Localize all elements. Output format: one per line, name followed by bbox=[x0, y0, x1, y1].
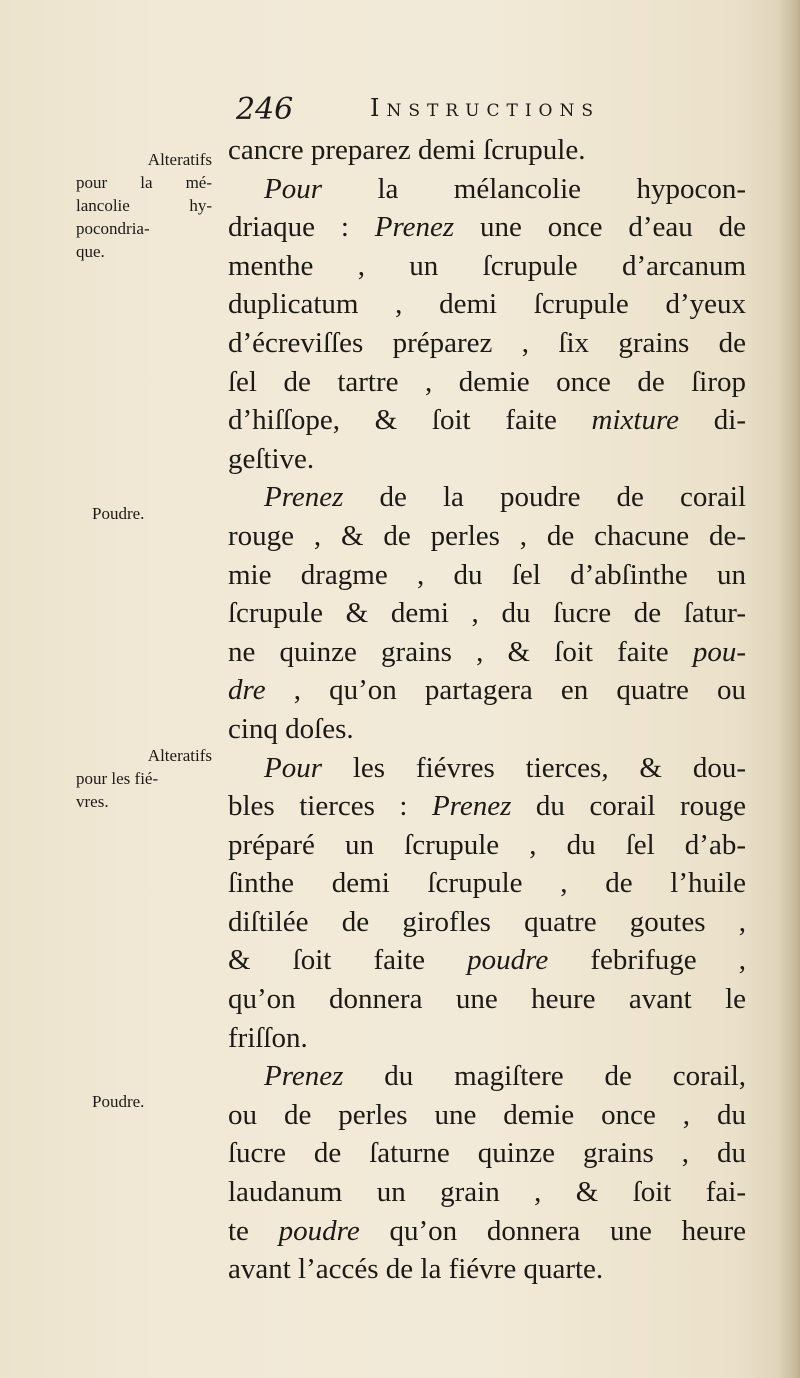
text-segment: febrifuge , bbox=[548, 944, 746, 977]
text-line: rouge , & de perles , de chacune de- bbox=[228, 519, 746, 552]
body-text bbox=[228, 131, 746, 1289]
text-line bbox=[228, 633, 746, 672]
text-line bbox=[228, 941, 746, 980]
text-line: diſtilée de girofles quatre goutes , bbox=[228, 905, 746, 938]
page-edge-shadow bbox=[778, 0, 800, 1378]
margin-note-poudre-2: Poudre. bbox=[92, 1092, 145, 1111]
text-line: ſucre de ſaturne quinze grains , du bbox=[228, 1137, 746, 1170]
paragraph-continuation bbox=[228, 131, 746, 170]
margin-note-line: pour la mé- bbox=[76, 173, 212, 192]
italic-lead-word: Prenez bbox=[264, 1060, 344, 1093]
text-segment: di- bbox=[679, 404, 746, 437]
text-line: d’écreviſſes préparez , ſix grains de bbox=[228, 326, 746, 359]
margin-note-line: pour les fié- bbox=[76, 769, 159, 788]
text-line bbox=[228, 749, 746, 788]
text-segment: bles tierces : bbox=[228, 790, 432, 823]
text-line bbox=[228, 478, 746, 517]
italic-word: mixture bbox=[591, 404, 680, 437]
text-line bbox=[228, 1057, 746, 1096]
text-segment: la mélancolie hypocon- bbox=[322, 172, 746, 205]
text-segment: du corail rouge bbox=[511, 790, 746, 823]
text-line bbox=[228, 1212, 746, 1251]
text-line: geſtive. bbox=[228, 442, 315, 475]
italic-word: dre bbox=[228, 674, 266, 707]
text-segment: d’hiſſope, & ſoit faite bbox=[228, 404, 592, 437]
margin-note-line: Alteratifs bbox=[147, 150, 212, 169]
margin-note-poudre-1: Poudre. bbox=[92, 504, 145, 523]
text-line bbox=[228, 170, 746, 209]
text-line: cancre preparez demi ſcrupule. bbox=[228, 134, 586, 166]
text-line: qu’on donnera une heure avant le bbox=[228, 983, 746, 1016]
text-segment: de la poudre de corail bbox=[343, 481, 746, 514]
paragraph-melancolie bbox=[228, 170, 746, 479]
text-line: ſinthe demi ſcrupule , de l’huile bbox=[228, 867, 746, 900]
text-line: cinq doſes. bbox=[228, 712, 354, 745]
paragraph-poudre-magistere bbox=[228, 1057, 746, 1289]
text-line bbox=[228, 401, 746, 440]
margin-note-line: vres. bbox=[76, 792, 109, 811]
text-line: duplicatum , demi ſcrupule d’yeux bbox=[228, 288, 746, 321]
text-segment: & ſoit faite bbox=[228, 944, 468, 977]
italic-lead-word: Pour bbox=[264, 751, 322, 784]
italic-lead-word: Prenez bbox=[264, 481, 344, 514]
text-segment: du magiſtere de corail, bbox=[343, 1060, 746, 1093]
italic-lead-word: Pour bbox=[264, 172, 322, 205]
paragraph-poudre-corail bbox=[228, 478, 746, 748]
margin-note-alteratifs-fievres bbox=[76, 744, 212, 813]
text-line bbox=[228, 671, 746, 710]
running-head: Instructions bbox=[370, 94, 600, 122]
text-segment: te bbox=[228, 1214, 279, 1247]
italic-word: pou- bbox=[692, 635, 746, 668]
text-line: mie dragme , du ſel d’abſinthe un bbox=[228, 558, 746, 591]
italic-word: poudre bbox=[278, 1214, 360, 1247]
paragraph-fievres-tierces bbox=[228, 749, 746, 1058]
page-number: 246 bbox=[236, 92, 294, 127]
text-line: ſcrupule & demi , du ſucre de ſatur- bbox=[228, 597, 746, 630]
text-segment: les fiévres tierces, & dou- bbox=[322, 751, 746, 784]
text-line: avant l’accés de la fiévre quarte. bbox=[228, 1253, 604, 1286]
margin-note-line: que. bbox=[76, 242, 105, 261]
text-line: menthe , un ſcrupule d’arcanum bbox=[228, 249, 746, 282]
italic-word: poudre bbox=[467, 944, 549, 977]
page-header bbox=[236, 92, 756, 136]
italic-word: Prenez bbox=[431, 790, 512, 823]
text-line: laudanum un grain , & ſoit fai- bbox=[228, 1176, 746, 1209]
text-segment: driaque : bbox=[228, 211, 375, 244]
text-line: préparé un ſcrupule , du ſel d’ab- bbox=[228, 828, 746, 861]
text-line: ſel de tartre , demie once de ſirop bbox=[228, 365, 746, 398]
text-line: friſſon. bbox=[228, 1021, 308, 1054]
margin-note-alteratifs-melancolie bbox=[76, 148, 212, 263]
text-segment: ne quinze grains , & ſoit faite bbox=[228, 635, 693, 668]
text-segment: qu’on donnera une heure bbox=[359, 1214, 746, 1247]
text-line: ou de perles une demie once , du bbox=[228, 1098, 746, 1131]
margin-note-line: lancolie hy- bbox=[76, 196, 212, 215]
italic-word: Prenez bbox=[374, 211, 455, 244]
text-segment: une once d’eau de bbox=[454, 211, 746, 244]
text-line bbox=[228, 208, 746, 247]
text-segment: , qu’on partagera en quatre ou bbox=[265, 674, 746, 707]
margin-note-line: Alteratifs bbox=[147, 746, 212, 765]
text-line bbox=[228, 787, 746, 826]
margin-note-line: pocondria- bbox=[76, 219, 150, 238]
